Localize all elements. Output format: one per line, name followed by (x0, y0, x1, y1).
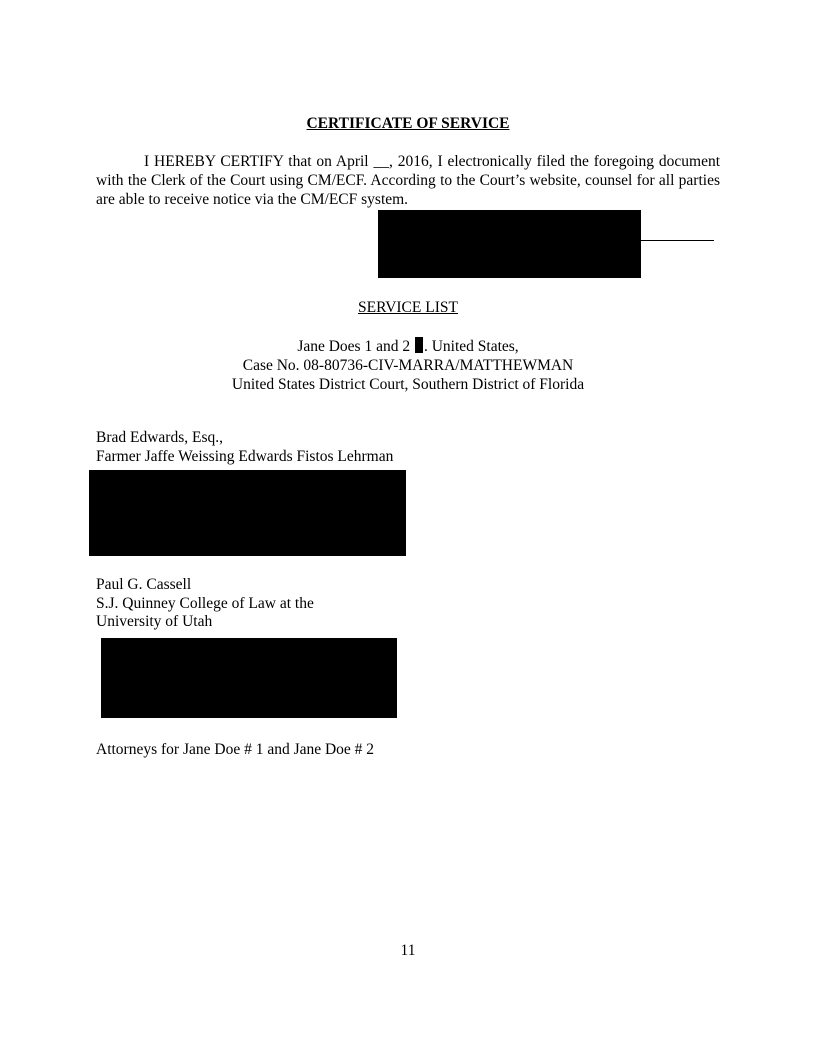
redaction-box (89, 470, 406, 556)
attorneys-for: Attorneys for Jane Doe # 1 and Jane Doe # 2 (96, 741, 375, 758)
caption-parties: Jane Does 1 and 2 (297, 338, 411, 355)
counsel-1-firm: Farmer Jaffe Weissing Edwards Fistos Lehrman (96, 447, 394, 465)
counsel-2-name: Paul G. Cassell (96, 576, 192, 593)
counsel-block-2 (96, 576, 314, 632)
counsel-1-name: Brad Edwards, Esq., (96, 429, 223, 446)
counsel-block-1 (96, 429, 393, 466)
redaction-mark (415, 337, 423, 353)
caption-court: United States District Court, Southern District of Florida (231, 376, 585, 393)
counsel-2-institution: S.J. Quinney College of Law at the (96, 594, 314, 612)
counsel-2-university: University of Utah (96, 613, 213, 630)
page-number: 11 (400, 942, 416, 959)
caption-versus: . United States, (423, 338, 519, 355)
case-caption (0, 337, 816, 394)
caption-line-1 (0, 337, 816, 356)
document-title: CERTIFICATE OF SERVICE (306, 115, 510, 132)
service-list-heading: SERVICE LIST (358, 299, 458, 316)
redaction-box (101, 638, 397, 718)
certification-paragraph: I HEREBY CERTIFY that on April __, 2016, I electronically filed the foregoing document with the Clerk of the Court using CM/ECF. According to the Court’s website, counsel for all parties are able to receive notice via the CM/ECF system. (96, 153, 720, 208)
caption-case-number: Case No. 08-80736-CIV-MARRA/MATTHEWMAN (242, 357, 574, 374)
redaction-box (378, 210, 641, 278)
